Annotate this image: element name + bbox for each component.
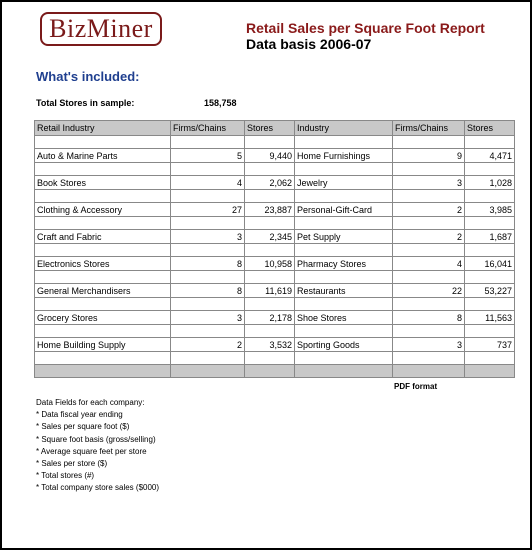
- table-cell: Sporting Goods: [295, 338, 393, 352]
- table-cell: [465, 217, 515, 230]
- table-cell: [465, 271, 515, 284]
- table-cell: Home Building Supply: [35, 338, 171, 352]
- table-cell: Restaurants: [295, 284, 393, 298]
- table-cell: [295, 190, 393, 203]
- table-cell: [393, 163, 465, 176]
- table-cell: 3: [393, 338, 465, 352]
- table-cell: [295, 325, 393, 338]
- table-cell: [295, 163, 393, 176]
- data-field-item: * Square foot basis (gross/selling): [36, 434, 156, 444]
- table-cell: 3: [171, 311, 245, 325]
- table-cell: 2: [171, 338, 245, 352]
- table-cell: [35, 136, 171, 149]
- table-spacer-row: [35, 163, 515, 176]
- table-cell: [465, 298, 515, 311]
- table-cell: 27: [171, 203, 245, 217]
- table-cell: [393, 136, 465, 149]
- table-cell: [245, 163, 295, 176]
- table-cell: 3: [171, 230, 245, 244]
- table-spacer-row: [35, 352, 515, 365]
- table-cell: [393, 298, 465, 311]
- data-fields-heading: Data Fields for each company:: [36, 398, 145, 407]
- table-cell: [245, 244, 295, 257]
- data-field-item: * Sales per store ($): [36, 459, 108, 469]
- data-field-item: * Total stores (#): [36, 471, 95, 481]
- column-header: Stores: [245, 121, 295, 136]
- table-cell: 2,178: [245, 311, 295, 325]
- table-cell: 1,028: [465, 176, 515, 190]
- table-cell: [171, 190, 245, 203]
- table-cell: 5: [171, 149, 245, 163]
- table-cell: [465, 163, 515, 176]
- table-cell: [393, 352, 465, 365]
- table-header-row: [35, 121, 515, 136]
- table-cell: [465, 190, 515, 203]
- table-cell: [171, 136, 245, 149]
- table-cell: [35, 298, 171, 311]
- report-title: Retail Sales per Square Foot Report: [246, 20, 485, 36]
- table-cell: 11,563: [465, 311, 515, 325]
- column-header: Industry: [295, 121, 393, 136]
- table-cell: [393, 217, 465, 230]
- total-stores-value: 158,758: [204, 98, 237, 108]
- table-cell: [295, 136, 393, 149]
- data-field-item: * Sales per square foot ($): [36, 422, 130, 432]
- table-cell: 10,958: [245, 257, 295, 271]
- table-cell: 22: [393, 284, 465, 298]
- table-cell: [245, 271, 295, 284]
- table-spacer-row: [35, 298, 515, 311]
- table-cell: [171, 163, 245, 176]
- table-row: [35, 311, 515, 325]
- table-cell: 9,440: [245, 149, 295, 163]
- table-cell: Clothing & Accessory: [35, 203, 171, 217]
- table-cell: [171, 298, 245, 311]
- table-cell: [295, 217, 393, 230]
- table-cell: 1,687: [465, 230, 515, 244]
- table-cell: Shoe Stores: [295, 311, 393, 325]
- table-cell: [295, 244, 393, 257]
- table-cell: [35, 217, 171, 230]
- data-fields-section: [36, 397, 159, 495]
- table-cell: Personal-Gift-Card: [295, 203, 393, 217]
- table-cell: [393, 325, 465, 338]
- pdf-format-label: PDF format: [394, 382, 438, 391]
- table-cell: Jewelry: [295, 176, 393, 190]
- table-cell: 4: [393, 257, 465, 271]
- table-cell: General Merchandisers: [35, 284, 171, 298]
- table-cell: Electronics Stores: [35, 257, 171, 271]
- table-cell: [245, 190, 295, 203]
- table-cell: 53,227: [465, 284, 515, 298]
- table-cell: 8: [171, 284, 245, 298]
- table-cell: [35, 271, 171, 284]
- total-stores-label: Total Stores in sample:: [36, 98, 135, 108]
- data-field-item: * Average square feet per store: [36, 446, 147, 456]
- table-cell: Auto & Marine Parts: [35, 149, 171, 163]
- table-cell: [171, 217, 245, 230]
- table-spacer-row: [35, 217, 515, 230]
- table-cell: Pet Supply: [295, 230, 393, 244]
- table-cell: Book Stores: [35, 176, 171, 190]
- table-cell: 2,062: [245, 176, 295, 190]
- column-header: Firms/Chains: [171, 121, 245, 136]
- table-cell: Pharmacy Stores: [295, 257, 393, 271]
- table-cell: [465, 244, 515, 257]
- table-cell: 4,471: [465, 149, 515, 163]
- table-cell: 3: [393, 176, 465, 190]
- table-cell: [35, 244, 171, 257]
- table-cell: 16,041: [465, 257, 515, 271]
- table-cell: [35, 325, 171, 338]
- table-cell: [171, 365, 245, 378]
- table-cell: [35, 365, 171, 378]
- table-cell: [245, 136, 295, 149]
- table-cell: 11,619: [245, 284, 295, 298]
- table-cell: 8: [171, 257, 245, 271]
- table-cell: [35, 190, 171, 203]
- table-cell: [171, 352, 245, 365]
- table-spacer-row: [35, 136, 515, 149]
- table-cell: [295, 365, 393, 378]
- table-cell: [171, 271, 245, 284]
- table-row: [35, 230, 515, 244]
- table-cell: [245, 325, 295, 338]
- table-cell: [393, 365, 465, 378]
- table-cell: [393, 271, 465, 284]
- table-cell: [245, 298, 295, 311]
- table-cell: [295, 271, 393, 284]
- table-cell: [465, 136, 515, 149]
- table-cell: 4: [171, 176, 245, 190]
- table-cell: [245, 365, 295, 378]
- table-footer-row: [35, 365, 515, 378]
- table-spacer-row: [35, 325, 515, 338]
- table-cell: [35, 163, 171, 176]
- table-cell: Home Furnishings: [295, 149, 393, 163]
- table-cell: 2: [393, 230, 465, 244]
- whats-included-heading: What's included:: [36, 69, 140, 84]
- table-cell: 2: [393, 203, 465, 217]
- table-cell: [295, 298, 393, 311]
- table-row: [35, 176, 515, 190]
- table-cell: 737: [465, 338, 515, 352]
- table-cell: [171, 244, 245, 257]
- table-cell: [393, 244, 465, 257]
- table-cell: [245, 352, 295, 365]
- industry-table: [34, 120, 515, 378]
- data-field-item: * Total company store sales ($000): [36, 483, 160, 493]
- table-cell: 3,532: [245, 338, 295, 352]
- table-cell: [171, 325, 245, 338]
- table-row: [35, 203, 515, 217]
- bizminer-logo: [40, 12, 162, 46]
- column-header: Stores: [465, 121, 515, 136]
- table-spacer-row: [35, 244, 515, 257]
- table-cell: 23,887: [245, 203, 295, 217]
- table-row: [35, 149, 515, 163]
- table-row: [35, 284, 515, 298]
- table-row: [35, 338, 515, 352]
- report-basis: Data basis 2006-07: [246, 36, 372, 52]
- table-cell: Grocery Stores: [35, 311, 171, 325]
- table-spacer-row: [35, 271, 515, 284]
- table-cell: [35, 352, 171, 365]
- logo-text: BizMiner: [49, 14, 153, 43]
- column-header: Firms/Chains: [393, 121, 465, 136]
- table-cell: [295, 352, 393, 365]
- table-cell: 3,985: [465, 203, 515, 217]
- table-cell: [465, 365, 515, 378]
- table-cell: [393, 190, 465, 203]
- table-cell: [245, 217, 295, 230]
- column-header: Retail Industry: [35, 121, 171, 136]
- table-cell: 8: [393, 311, 465, 325]
- table-row: [35, 257, 515, 271]
- table-cell: [465, 352, 515, 365]
- table-spacer-row: [35, 190, 515, 203]
- table-cell: 9: [393, 149, 465, 163]
- data-field-item: * Data fiscal year ending: [36, 410, 123, 420]
- table-cell: [465, 325, 515, 338]
- table-cell: Craft and Fabric: [35, 230, 171, 244]
- table-cell: 2,345: [245, 230, 295, 244]
